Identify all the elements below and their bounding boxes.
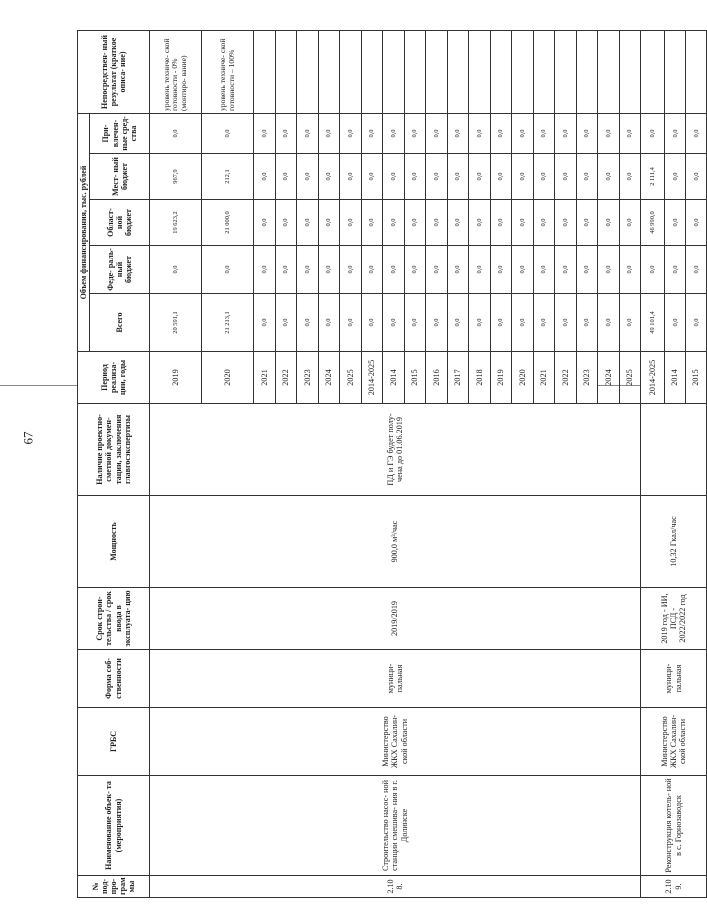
fed-cell: 0,0 (447, 246, 469, 294)
fed-cell: 0,0 (297, 246, 319, 294)
total-cell: 0,0 (555, 294, 577, 352)
result-cell (533, 31, 555, 114)
object-term: 2019 год - ИИ, ПСД - 2022/2022 год (641, 588, 707, 650)
margin-line-left (0, 385, 78, 386)
loc-cell: 2 111,4 (641, 154, 665, 200)
header-capacity: Мощность (78, 496, 150, 588)
result-cell (254, 31, 276, 114)
fed-cell: 0,0 (318, 246, 340, 294)
reg-cell: 0,0 (469, 200, 491, 246)
period-cell: 2017 (447, 352, 469, 404)
reg-cell: 0,0 (254, 200, 276, 246)
reg-cell: 0,0 (361, 200, 383, 246)
result-cell (426, 31, 448, 114)
header-regional: Област- ной бюджет (90, 200, 150, 246)
loc-cell: 0,0 (555, 154, 577, 200)
loc-cell: 0,0 (490, 154, 512, 200)
att-cell: 0,0 (619, 114, 641, 154)
period-cell: 2021 (533, 352, 555, 404)
period-cell: 2022 (555, 352, 577, 404)
loc-cell: 0,0 (512, 154, 534, 200)
result-cell (275, 31, 297, 114)
financing-table (77, 30, 707, 898)
fed-cell: 0,0 (576, 246, 598, 294)
total-cell: 0,0 (426, 294, 448, 352)
reg-cell: 0,0 (447, 200, 469, 246)
att-cell: 0,0 (641, 114, 665, 154)
att-cell: 0,0 (297, 114, 319, 154)
fed-cell: 0,0 (598, 246, 620, 294)
fed-cell: 0,0 (383, 246, 405, 294)
result-cell (383, 31, 405, 114)
reg-cell: 0,0 (340, 200, 362, 246)
header-financing-group: Объем финансирования, тыс. рублей (78, 114, 90, 352)
result-cell (512, 31, 534, 114)
total-cell: 0,0 (665, 294, 686, 352)
result-cell (598, 31, 620, 114)
result-cell (340, 31, 362, 114)
object-number: 2.10 8. (150, 876, 641, 898)
header-ownership: Форма соб- ственности (78, 650, 150, 708)
att-cell: 0,0 (383, 114, 405, 154)
total-cell: 0,0 (469, 294, 491, 352)
period-cell: 2021 (254, 352, 276, 404)
att-cell: 0,0 (686, 114, 707, 154)
att-cell: 0,0 (598, 114, 620, 154)
reg-cell: 0,0 (576, 200, 598, 246)
reg-cell: 0,0 (404, 200, 426, 246)
fed-cell: 0,0 (361, 246, 383, 294)
fed-cell: 0,0 (686, 246, 707, 294)
att-cell: 0,0 (512, 114, 534, 154)
loc-cell: 212,1 (202, 154, 254, 200)
loc-cell: 0,0 (469, 154, 491, 200)
fed-cell: 0,0 (202, 246, 254, 294)
loc-cell: 0,0 (340, 154, 362, 200)
loc-cell: 0,0 (686, 154, 707, 200)
reg-cell: 21 000,0 (202, 200, 254, 246)
att-cell: 0,0 (469, 114, 491, 154)
loc-cell: 0,0 (576, 154, 598, 200)
header-result: Непосредствен- ный результат (краткое описа- ние) (78, 31, 150, 114)
reg-cell: 0,0 (426, 200, 448, 246)
total-cell: 0,0 (254, 294, 276, 352)
att-cell: 0,0 (555, 114, 577, 154)
att-cell: 0,0 (318, 114, 340, 154)
att-cell: 0,0 (576, 114, 598, 154)
header-federal: Феде- раль- ный бюджет (90, 246, 150, 294)
att-cell: 0,0 (202, 114, 254, 154)
att-cell: 0,0 (150, 114, 202, 154)
table-row (150, 31, 202, 898)
object-grbs: Министерство ЖКХ Сахалин- ской области (150, 708, 641, 776)
period-cell: 2014-2025 (641, 352, 665, 404)
reg-cell: 0,0 (598, 200, 620, 246)
result-cell (447, 31, 469, 114)
header-num: № под- про- грам мы (78, 876, 150, 898)
result-cell (361, 31, 383, 114)
att-cell: 0,0 (447, 114, 469, 154)
total-cell: 0,0 (275, 294, 297, 352)
header-local: Мест- ный бюджет (90, 154, 150, 200)
object-capacity: 10,32 Гкал/час (641, 496, 707, 588)
fed-cell: 0,0 (340, 246, 362, 294)
reg-cell: 0,0 (665, 200, 686, 246)
period-cell: 2014 (383, 352, 405, 404)
loc-cell: 0,0 (447, 154, 469, 200)
result-cell: уровень техниче- ской готовности – 100% (202, 31, 254, 114)
total-cell: 0,0 (576, 294, 598, 352)
period-cell: 2019 (490, 352, 512, 404)
header-attracted: При- влечен- ные сред- ства (90, 114, 150, 154)
period-cell: 2018 (469, 352, 491, 404)
fed-cell: 0,0 (404, 246, 426, 294)
fed-cell: 0,0 (254, 246, 276, 294)
object-capacity: 900,0 м³/час (150, 496, 641, 588)
att-cell: 0,0 (275, 114, 297, 154)
reg-cell: 0,0 (686, 200, 707, 246)
result-cell (686, 31, 707, 114)
object-name: Строительство насос- ной станции смешива- ния в г. Долинске (150, 776, 641, 876)
total-cell: 0,0 (447, 294, 469, 352)
loc-cell: 0,0 (598, 154, 620, 200)
fed-cell: 0,0 (533, 246, 555, 294)
att-cell: 0,0 (361, 114, 383, 154)
loc-cell: 0,0 (254, 154, 276, 200)
reg-cell: 0,0 (619, 200, 641, 246)
total-cell: 0,0 (686, 294, 707, 352)
reg-cell: 46 990,0 (641, 200, 665, 246)
fed-cell: 0,0 (469, 246, 491, 294)
reg-cell: 0,0 (555, 200, 577, 246)
total-cell: 0,0 (297, 294, 319, 352)
result-cell (469, 31, 491, 114)
result-cell (665, 31, 686, 114)
period-cell: 2025 (619, 352, 641, 404)
fed-cell: 0,0 (150, 246, 202, 294)
total-cell: 0,0 (490, 294, 512, 352)
att-cell: 0,0 (340, 114, 362, 154)
fed-cell: 0,0 (426, 246, 448, 294)
header-docs: Наличие проектно- сметной докумен- тации, заключения главгосэкспертизы (78, 404, 150, 496)
total-cell: 0,0 (619, 294, 641, 352)
table-row (641, 31, 665, 898)
loc-cell: 967,9 (150, 154, 202, 200)
result-cell (404, 31, 426, 114)
loc-cell: 0,0 (383, 154, 405, 200)
period-cell: 2024 (598, 352, 620, 404)
period-cell: 2023 (297, 352, 319, 404)
att-cell: 0,0 (404, 114, 426, 154)
reg-cell: 0,0 (490, 200, 512, 246)
total-cell: 0,0 (383, 294, 405, 352)
total-cell: 0,0 (340, 294, 362, 352)
header-grbs: ГРБС (78, 708, 150, 776)
object-grbs: Министерство ЖКХ Сахалин- ской области (641, 708, 707, 776)
loc-cell: 0,0 (404, 154, 426, 200)
period-cell: 2020 (202, 352, 254, 404)
period-cell: 2016 (426, 352, 448, 404)
header-total: Всего (90, 294, 150, 352)
object-term: 2019/2019 (150, 588, 641, 650)
att-cell: 0,0 (533, 114, 555, 154)
result-cell (318, 31, 340, 114)
loc-cell: 0,0 (361, 154, 383, 200)
page-number: 67 (20, 431, 36, 445)
att-cell: 0,0 (665, 114, 686, 154)
total-cell: 0,0 (533, 294, 555, 352)
loc-cell: 0,0 (533, 154, 555, 200)
period-cell: 2024 (318, 352, 340, 404)
reg-cell: 0,0 (512, 200, 534, 246)
att-cell: 0,0 (426, 114, 448, 154)
fed-cell: 0,0 (665, 246, 686, 294)
reg-cell: 0,0 (318, 200, 340, 246)
object-docs (641, 404, 707, 496)
result-cell (490, 31, 512, 114)
fed-cell: 0,0 (619, 246, 641, 294)
reg-cell: 19 623,2 (150, 200, 202, 246)
result-cell (297, 31, 319, 114)
reg-cell: 0,0 (275, 200, 297, 246)
loc-cell: 0,0 (318, 154, 340, 200)
loc-cell: 0,0 (426, 154, 448, 200)
period-cell: 2020 (512, 352, 534, 404)
period-cell: 2022 (275, 352, 297, 404)
table-body (150, 31, 707, 898)
period-cell: 2015 (686, 352, 707, 404)
header-period: Период реализа- ции, годы (78, 352, 150, 404)
period-cell: 2025 (340, 352, 362, 404)
header-term: Срок строи- тельства / срок ввода в эксплуата- цию (78, 588, 150, 650)
total-cell: 20 591,1 (150, 294, 202, 352)
reg-cell: 0,0 (297, 200, 319, 246)
total-cell: 0,0 (598, 294, 620, 352)
result-cell (641, 31, 665, 114)
period-cell: 2014-2025 (361, 352, 383, 404)
period-cell: 2014 (665, 352, 686, 404)
att-cell: 0,0 (254, 114, 276, 154)
result-cell (576, 31, 598, 114)
fed-cell: 0,0 (512, 246, 534, 294)
total-cell: 0,0 (512, 294, 534, 352)
result-cell (619, 31, 641, 114)
result-cell (555, 31, 577, 114)
fed-cell: 0,0 (490, 246, 512, 294)
result-cell: уровень техниче- ской готовности - 0% (монтиро- вание) (150, 31, 202, 114)
object-docs: ПД и ГЭ будет полу- чена до 01.06.2019 (150, 404, 641, 496)
period-cell: 2023 (576, 352, 598, 404)
fed-cell: 0,0 (555, 246, 577, 294)
object-number: 2.10 9. (641, 876, 707, 898)
object-name: Реконструкция котель- ной в с. Горнозаводск (641, 776, 707, 876)
total-cell: 49 101,4 (641, 294, 665, 352)
loc-cell: 0,0 (275, 154, 297, 200)
reg-cell: 0,0 (383, 200, 405, 246)
loc-cell: 0,0 (665, 154, 686, 200)
object-ownership: муници- пальная (641, 650, 707, 708)
object-ownership: муници- пальная (150, 650, 641, 708)
period-cell: 2019 (150, 352, 202, 404)
loc-cell: 0,0 (619, 154, 641, 200)
total-cell: 0,0 (361, 294, 383, 352)
fed-cell: 0,0 (275, 246, 297, 294)
rotated-table-container (77, 31, 701, 898)
total-cell: 0,0 (404, 294, 426, 352)
fed-cell: 0,0 (641, 246, 665, 294)
total-cell: 21 213,1 (202, 294, 254, 352)
reg-cell: 0,0 (533, 200, 555, 246)
loc-cell: 0,0 (297, 154, 319, 200)
att-cell: 0,0 (490, 114, 512, 154)
header-name: Наименование объек- та (мероприятия) (78, 776, 150, 876)
total-cell: 0,0 (318, 294, 340, 352)
period-cell: 2015 (404, 352, 426, 404)
